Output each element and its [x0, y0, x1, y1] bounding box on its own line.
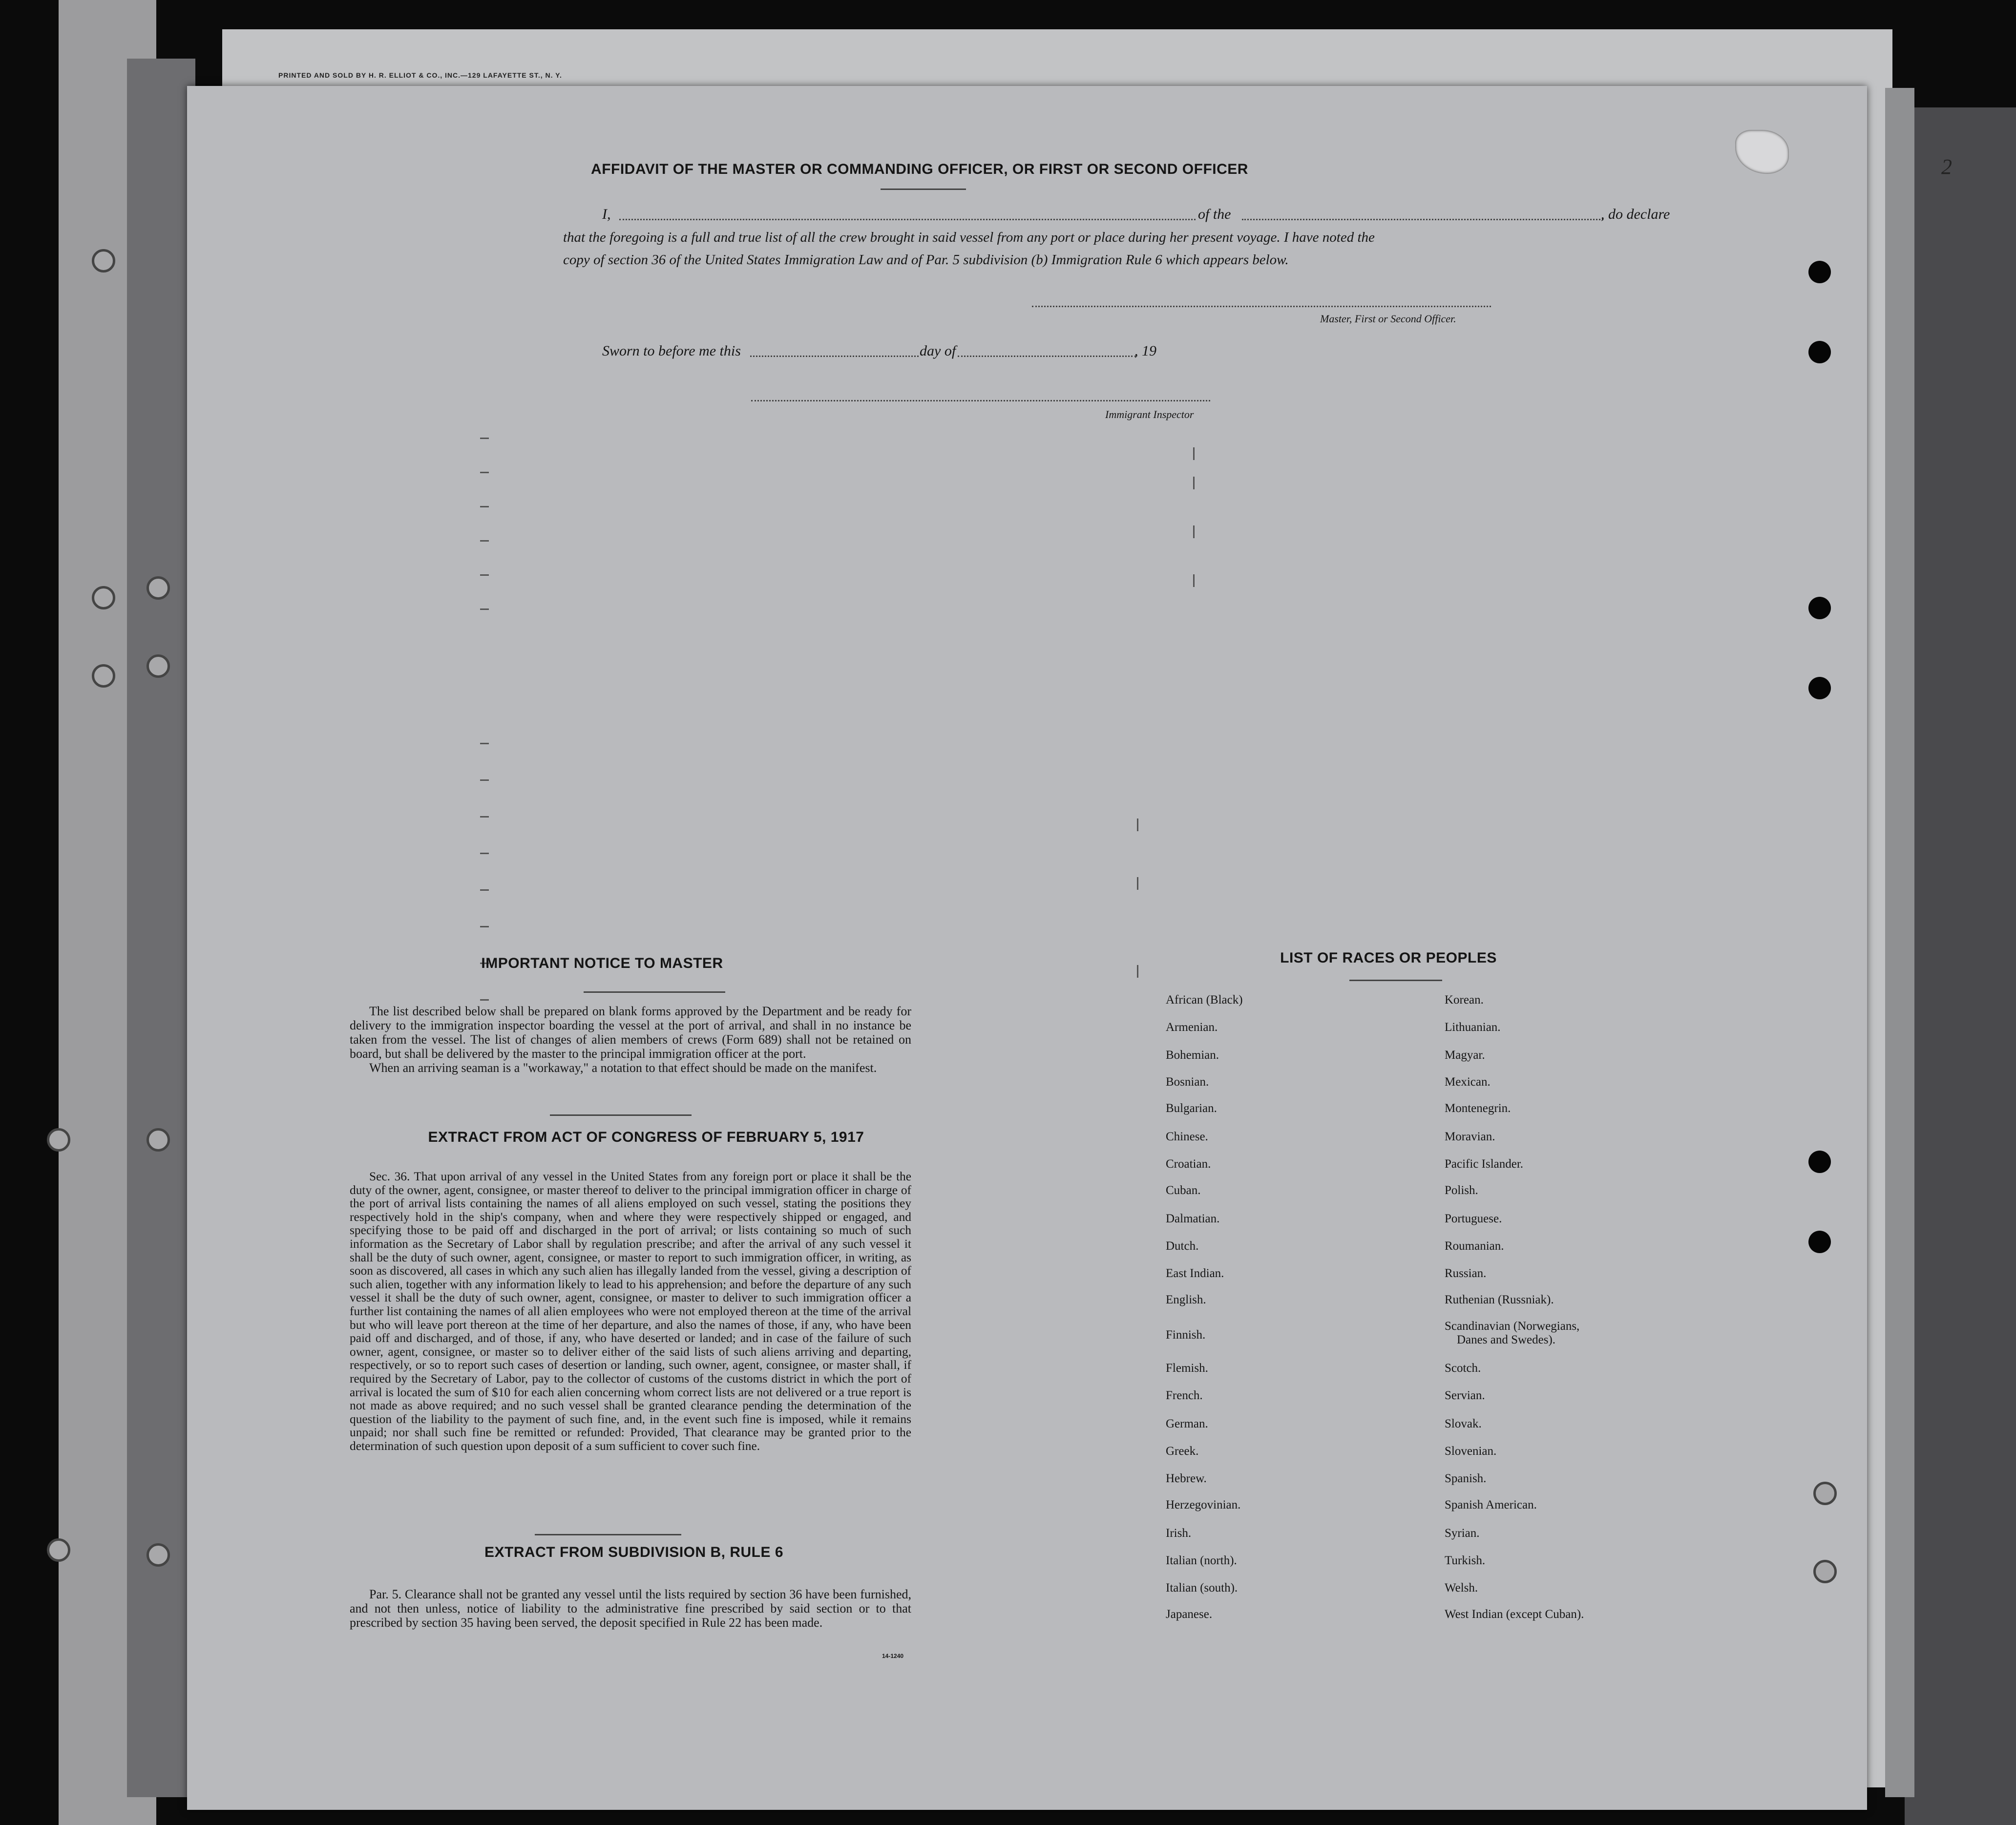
right-under-sheet	[1885, 88, 1914, 1797]
bleed-mark	[480, 472, 489, 473]
race-item: Croatian.	[1166, 1157, 1211, 1171]
race-item: Bohemian.	[1166, 1049, 1219, 1062]
punch-hole	[1808, 597, 1831, 619]
race-item: Finnish.	[1166, 1328, 1206, 1342]
bleed-mark	[480, 816, 489, 818]
bleed-mark	[1137, 965, 1138, 978]
punch-hole	[1808, 341, 1831, 363]
race-item: Spanish.	[1445, 1472, 1487, 1485]
notice-paragraph-1: The list described below shall be prepared on blank forms approved by the Department and be ready for delivery to the immigration inspector boarding the vessel at the port of arrival, and shall in no instance be taken from the vessel. The list of changes of alien members of crews (Form 689) shall not be retained on board, but shall be delivered by the master to the principal immigration officer at the port.	[350, 1004, 911, 1061]
bleed-mark	[480, 999, 489, 1001]
bleed-mark	[480, 574, 489, 576]
race-item: Italian (south).	[1166, 1581, 1238, 1594]
race-item: Herzegovinian.	[1166, 1498, 1241, 1511]
race-item: Dutch.	[1166, 1239, 1199, 1253]
race-item: Ruthenian (Russniak).	[1445, 1293, 1554, 1306]
bleed-mark	[1193, 574, 1195, 587]
signature-field	[1032, 306, 1491, 307]
punch-hole-ring	[1813, 1560, 1837, 1583]
notice-title: IMPORTANT NOTICE TO MASTER	[481, 955, 723, 971]
race-item: Chinese.	[1166, 1130, 1208, 1143]
bleed-mark	[480, 438, 489, 439]
affidavit-line2: that the foregoing is a full and true list of all the crew brought in said vessel from any port or place during her present voyage. I have noted the	[563, 230, 1375, 245]
affidavit-title-rule	[881, 189, 966, 190]
bleed-mark	[480, 779, 489, 781]
sworn-end: , 19	[1134, 343, 1156, 359]
bleed-mark	[480, 540, 489, 542]
race-item: Bosnian.	[1166, 1075, 1209, 1089]
race-item: Montenegrin.	[1445, 1102, 1511, 1115]
binder-hole	[92, 664, 115, 688]
bleed-mark	[1193, 477, 1195, 489]
bleed-mark	[480, 926, 489, 927]
punch-hole	[1808, 261, 1831, 283]
race-item: Syrian.	[1445, 1527, 1480, 1540]
affidavit-line3: copy of section 36 of the United States Immigration Law and of Par. 5 subdivision (b) Immigration Rule 6 which appears below.	[563, 252, 1289, 268]
act-extract-title: EXTRACT FROM ACT OF CONGRESS OF FEBRUARY 5, 1917	[428, 1129, 864, 1145]
document-page	[187, 86, 1952, 1810]
race-item: East Indian.	[1166, 1267, 1224, 1280]
binder-hole	[92, 586, 115, 609]
race-item: Italian (north).	[1166, 1554, 1237, 1567]
bleed-mark	[1193, 447, 1195, 460]
race-item: Bulgarian.	[1166, 1102, 1217, 1115]
race-item: French.	[1166, 1389, 1203, 1402]
race-item: Slovenian.	[1445, 1445, 1497, 1458]
binder-hole	[47, 1538, 70, 1562]
race-item: Roumanian.	[1445, 1239, 1504, 1253]
race-item: Hebrew.	[1166, 1472, 1207, 1485]
inspector-signature-field	[751, 400, 1210, 401]
act-end-rule	[535, 1534, 681, 1535]
signature-label: Master, First or Second Officer.	[1320, 313, 1456, 325]
race-item: Danes and Swedes).	[1457, 1333, 1556, 1346]
printer-line: PRINTED AND SOLD BY H. R. ELLIOT & CO., INC.—129 LAFAYETTE ST., N. Y.	[278, 71, 562, 79]
race-item: Moravian.	[1445, 1130, 1495, 1143]
races-title-rule	[1349, 980, 1442, 981]
race-item: Irish.	[1166, 1527, 1192, 1540]
notice-end-rule	[550, 1114, 692, 1116]
rule-extract-text: Par. 5. Clearance shall not be granted any vessel until the lists required by section 36 have been furnished, and not then unless, notice of liability to the administrative fine prescribed by said section or to that prescribed by section 35 having been served, the deposit specified in Rule 22 has been made.	[350, 1587, 911, 1630]
race-item: Japanese.	[1166, 1608, 1213, 1621]
sworn-mid: day of	[920, 343, 956, 359]
bleed-mark	[1137, 877, 1138, 890]
race-item: Scandinavian (Norwegians,	[1445, 1320, 1580, 1333]
race-item: Cuban.	[1166, 1184, 1201, 1197]
binder-hole	[47, 1128, 70, 1152]
binder-strip	[127, 59, 195, 1797]
binder-hole	[92, 249, 115, 273]
race-item: Korean.	[1445, 993, 1484, 1007]
punch-hole	[1808, 1231, 1831, 1253]
notice-paragraph-2: When an arriving seaman is a "workaway," a notation to that effect should be made on the manifest.	[369, 1061, 877, 1075]
race-item: Armenian.	[1166, 1021, 1218, 1034]
race-item: Portuguese.	[1445, 1212, 1502, 1225]
race-item: Slovak.	[1445, 1417, 1482, 1430]
page-number: 2	[1941, 155, 1952, 179]
torn-corner	[1735, 130, 1789, 174]
binder-hole	[147, 576, 170, 600]
race-item: Lithuanian.	[1445, 1021, 1501, 1034]
race-item: Greek.	[1166, 1445, 1199, 1458]
affidavit-title: AFFIDAVIT OF THE MASTER OR COMMANDING OFFICER, OR FIRST OR SECOND OFFICER	[591, 161, 1248, 177]
bleed-mark	[480, 506, 489, 507]
bleed-mark	[480, 743, 489, 744]
race-item: Scotch.	[1445, 1362, 1481, 1375]
name-field	[619, 219, 1196, 220]
bleed-mark	[480, 853, 489, 854]
race-item: Russian.	[1445, 1267, 1487, 1280]
bleed-mark	[1193, 525, 1195, 538]
race-item: African (Black)	[1166, 993, 1243, 1007]
rule-extract-title: EXTRACT FROM SUBDIVISION B, RULE 6	[484, 1544, 784, 1560]
race-item: Welsh.	[1445, 1581, 1478, 1594]
race-item: English.	[1166, 1293, 1206, 1306]
race-item: Flemish.	[1166, 1362, 1208, 1375]
sworn-day-field	[750, 356, 919, 357]
races-title: LIST OF RACES OR PEOPLES	[1280, 950, 1497, 966]
bleed-mark	[480, 889, 489, 891]
form-number: 14-1240	[882, 1653, 904, 1659]
act-extract-text: Sec. 36. That upon arrival of any vessel in the United States from any foreign port or place it shall be the duty of the owner, agent, consignee, or master thereof to deliver to the principal immigration officer in charge of the port of arrival lists containing the names of all aliens employed on such vessel, stating the positions they respectively hold in the ship's company, when and where they were respectively shipped or engaged, and specifying those to be paid off and discharged in the port of arrival; or lists containing so much of such information as the Secretary of Labor shall by regulation prescribe; and after the arrival of any such vessel it shall be the duty of such owner, agent, consignee, or master to report to such immigration officer, in writing, as soon as discovered, all cases in which any such alien has illegally landed from the vessel, giving a description of such alien, together with any information likely to lead to his apprehension; and before the departure of any such vessel it shall be the duty of such owner, agent, consignee, or master to deliver to such immigration officer a further list containing the names of all alien employees who were not employed thereon at the time of the arrival but who will leave port thereon at the time of her departure, and also the names of those, if any, who have been paid off and discharged, and of those, if any, who have deserted or landed; and in case of the failure of such owner, agent, consignee, or master so to deliver either of the said lists of such aliens arriving and departing, respectively, or so to report such cases of desertion or landing, such owner, agent, consignee, or master shall, if required by the Secretary of Labor, pay to the collector of customs of the customs district in which the port of arrival is located the sum of $10 for each alien concerning whom correct lists are not delivered or a true report is not made as above required; and no such vessel shall be granted clearance pending the determination of the question of the liability to the payment of such fine, and, in the event such fine is imposed, while it remains unpaid; nor shall such fine be remitted or refunded: Provided, That clearance may be granted prior to the determination of such question upon deposit of a sum sufficient to cover such fine.	[350, 1170, 911, 1453]
affidavit-line1-start: I,	[602, 206, 611, 222]
race-item: West Indian (except Cuban).	[1445, 1608, 1584, 1621]
sworn-start: Sworn to before me this	[602, 343, 741, 359]
race-item: Magyar.	[1445, 1049, 1485, 1062]
punch-hole-ring	[1813, 1482, 1837, 1505]
sworn-month-field	[958, 356, 1136, 357]
race-item: Pacific Islander.	[1445, 1157, 1524, 1171]
race-item: Dalmatian.	[1166, 1212, 1220, 1225]
binder-hole	[147, 654, 170, 678]
affidavit-line1-end: , do declare	[1601, 206, 1670, 222]
race-item: German.	[1166, 1417, 1208, 1430]
race-item: Spanish American.	[1445, 1498, 1537, 1511]
vessel-field	[1242, 219, 1603, 220]
bleed-mark	[480, 608, 489, 610]
right-dark-edge	[1905, 107, 2016, 1825]
race-item: Mexican.	[1445, 1075, 1491, 1089]
punch-hole	[1808, 1151, 1831, 1173]
notice-title-rule	[584, 991, 725, 993]
affidavit-line1-mid: of the	[1198, 206, 1231, 222]
inspector-label: Immigrant Inspector	[1105, 408, 1194, 420]
bleed-mark	[1137, 818, 1138, 831]
punch-hole	[1808, 677, 1831, 699]
race-item: Servian.	[1445, 1389, 1485, 1402]
binder-hole	[147, 1543, 170, 1567]
binder-hole	[147, 1128, 170, 1152]
race-item: Polish.	[1445, 1184, 1478, 1197]
race-item: Turkish.	[1445, 1554, 1486, 1567]
